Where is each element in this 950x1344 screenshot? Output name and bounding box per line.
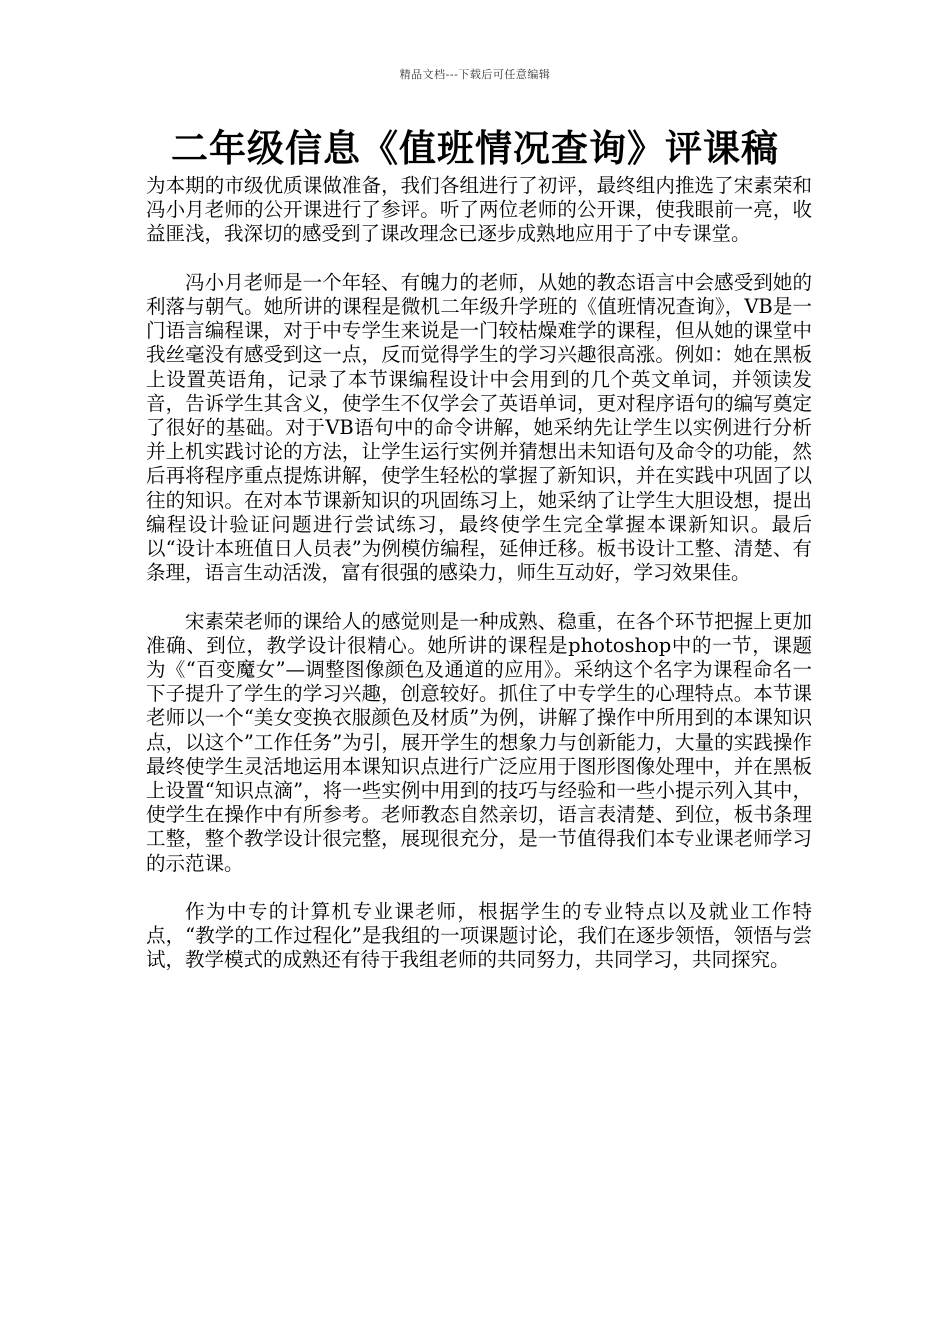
paragraph-feng-xiaoyue: 冯小月老师是一个年轻、有魄力的老师，从她的教态语言中会感受到她的利落与朝气。她所讲的课程是微机二年级升学班的《值班情况查询》，VB是一门语言编程课，对于中专学生来说是一门较枯燥难学的课程，但从她的课堂中我丝毫没有感受到这一点，反而觉得学生的学习兴趣很高涨。例如：她在黑板上设置英语角，记录了本节课编程设计中会用到的几个英文单词，并领读发音，告诉学生其含义，使学生不仅学会了英语单词，更对程序语句的编写奠定了很好的基础。对于VB语句中的命令讲解，她采纳先让学生以实例进行分析并上机实践讨论的方法，让学生运行实例并猜想出未知语句及命令的功能，然后再将程序重点提炼讲解，使学生轻松的掌握了新知识，并在实践中巩固了以往的知识。在对本节课新知识的巩固练习上，她采纳了让学生大胆设想，提出编程设计验证问题进行尝试练习，最终使学生完全掌握本课新知识。最后以“设计本班值日人员表”为例模仿编程，延伸迁移。板书设计工整、清楚、有条理，语言生动活泼，富有很强的感染力，师生互动好，学习效果佳。 [146, 270, 812, 585]
document-title: 二年级信息《值班情况查询》评课稿 [171, 127, 779, 170]
paragraph-spacer [146, 585, 812, 609]
paragraph-intro: 为本期的市级优质课做准备，我们各组进行了初评，最终组内推选了宋素荣和冯小月老师的公开课进行了参评。听了两位老师的公开课，使我眼前一亮，收益匪浅，我深切的感受到了课改理念已逐步成熟地应用于了中专课堂。 [146, 174, 812, 246]
paragraph-spacer [146, 876, 812, 900]
paragraph-spacer [146, 247, 812, 271]
paragraph-conclusion: 作为中专的计算机专业课老师，根据学生的专业特点以及就业工作特点，“教学的工作过程化”是我组的一项课题讨论，我们在逐步领悟，领悟与尝试，教学模式的成熟还有待于我组老师的共同努力，共同学习，共同探究。 [146, 900, 812, 972]
header-note: 精品文档---下载后可任意编辑 [399, 68, 551, 81]
document-body [146, 174, 812, 973]
paragraph-song-surong: 宋素荣老师的课给人的感觉则是一种成熟、稳重，在各个环节把握上更加准确、到位，教学设计很精心。她所讲的课程是photoshop中的一节，课题为《“百变魔女”—调整图像颜色及通道的应用》。采纳这个名字为课程命名一下子提升了学生的学习兴趣，创意较好。抓住了中专学生的心理特点。本节课老师以一个“美女变换衣服颜色及材质”为例，讲解了操作中所用到的本课知识点，以这个”工作任务”为引，展开学生的想象力与创新能力，大量的实践操作最终使学生灵活地运用本课知识点进行广泛应用于图形图像处理中，并在黑板上设置“知识点滴”，将一些实例中用到的技巧与经验和一些小提示列入其中，使学生在操作中有所参考。老师教态自然亲切，语言表清楚、到位，板书条理工整，整个教学设计很完整，展现很充分，是一节值得我们本专业课老师学习的示范课。 [146, 609, 812, 875]
